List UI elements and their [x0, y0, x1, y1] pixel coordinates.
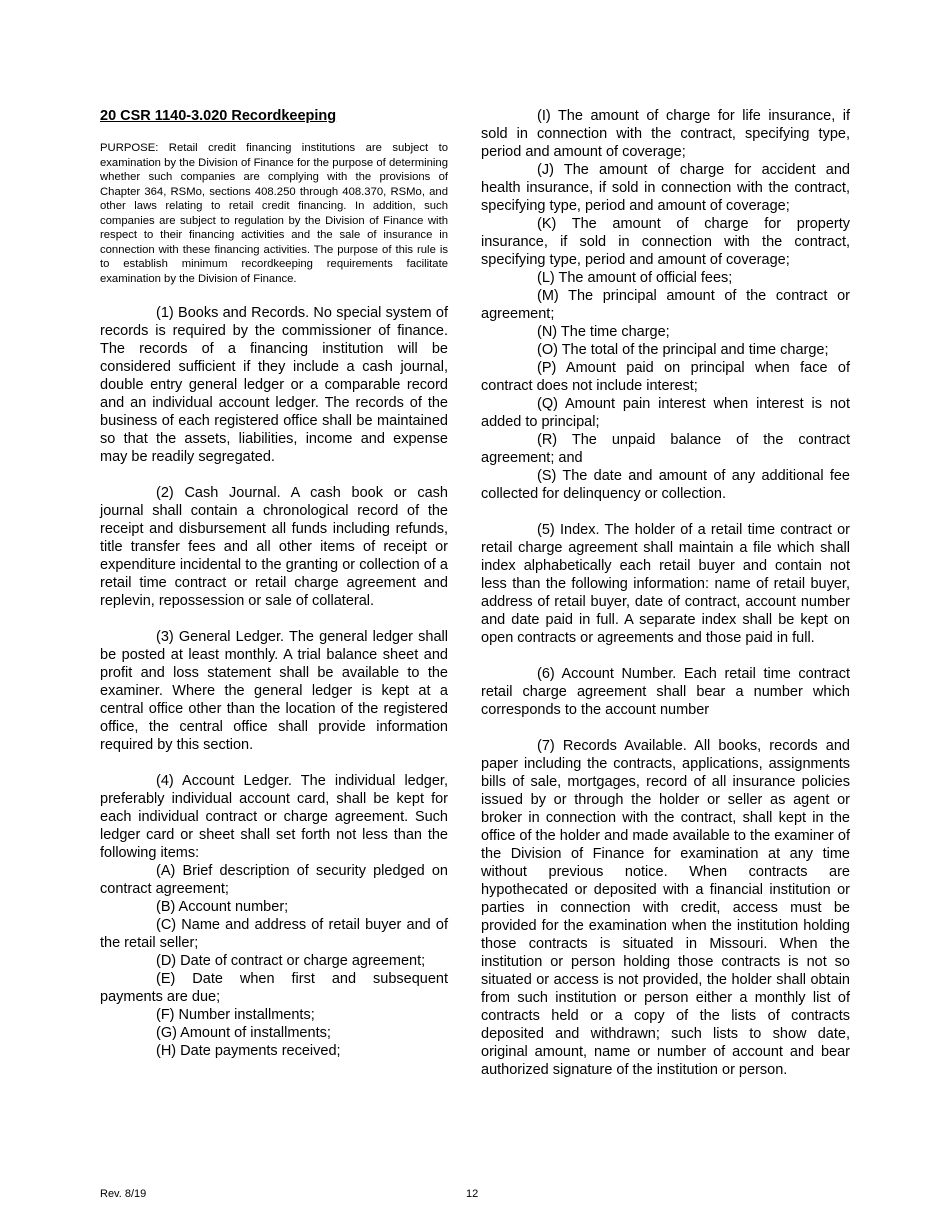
list-item: (C) Name and address of retail buyer and of the retail seller;	[100, 917, 448, 951]
list-item: (F) Number installments;	[156, 1007, 315, 1023]
paragraph-account-number: (6) Account Number. Each retail time contract retail charge agreement shall bear a number which corresponds to the account number	[481, 666, 850, 718]
left-column	[100, 107, 448, 1060]
list-item: (N) The time charge;	[537, 324, 670, 340]
list-item: (J) The amount of charge for accident and health insurance, if sold in connection with the contract, specifying type, period and amount of coverage;	[481, 162, 850, 214]
list-item: (R) The unpaid balance of the contract agreement; and	[481, 432, 850, 466]
list-item: (K) The amount of charge for property insurance, if sold in connection with the contract, specifying type, period and amount of coverage;	[481, 216, 850, 268]
list-item: (I) The amount of charge for life insurance, if sold in connection with the contract, specifying type, period and amount of coverage;	[481, 108, 850, 160]
page-number: 12	[466, 1188, 479, 1200]
list-item: (O) The total of the principal and time charge;	[537, 342, 829, 358]
list-item: (S) The date and amount of any additional fee collected for delinquency or collection.	[481, 468, 850, 502]
paragraph-books-and-records: (1) Books and Records. No special system of records is required by the commissioner of finance. The records of a financing institution will be considered sufficient if they include a cash journal, double entry general ledger or a comparable record and an individual account ledger. The records of the business of each registered office shall be maintained so that the assets, liabilities, income and expense may be readily segregated.	[100, 305, 448, 465]
list-item: (H) Date payments received;	[156, 1043, 341, 1059]
list-item: (P) Amount paid on principal when face of contract does not include interest;	[481, 360, 850, 394]
paragraph-cash-journal: (2) Cash Journal. A cash book or cash journal shall contain a chronological record of the receipt and disbursement all funds including refunds, title transfer fees and all other items of receipt or expenditure incidental to the granting or collection of a retail time contract or retail charge agreement and replevin, repossession or sale of collateral.	[100, 485, 448, 609]
paragraph-general-ledger: (3) General Ledger. The general ledger shall be posted at least monthly. A trial balance sheet and profit and loss statement shall be available to the examiner. Where the general ledger is kept at a central office other than the location of the registered office, the central office shall provide information required by this section.	[100, 629, 448, 753]
list-item: (M) The principal amount of the contract or agreement;	[481, 288, 850, 322]
right-column	[481, 107, 850, 1079]
paragraph-index: (5) Index. The holder of a retail time contract or retail charge agreement shall maintain a file which shall index alphabetically each retail buyer and contain not less than the following information: name of retail buyer, address of retail buyer, date of contract, account number and date paid in full. A separate index shall be kept on open contracts or agreements and those paid in full.	[481, 522, 850, 646]
revision-label: Rev. 8/19	[100, 1188, 147, 1200]
paragraph-records-available: (7) Records Available. All books, records and paper including the contracts, applications, assignments bills of sale, mortgages, record of all insurance policies issued by or through the holder or seller as agent or broker in connection with the contract, shall kept in the office of the holder and made available to the examiner of the Division of Finance for examination at any time without previous notice. When contracts are hypothecated or deposited with a financial institution or parties in connection with credit, access must be provided for the examination when the institution holding those contracts is situated in Missouri. When the institution or person holding those contracts is not so situated or access is not provided, the holder shall obtain from such institution or person either a monthly list of contracts held or a copy of the lists of contracts deposited and withdrawn; such lists to show date, original amount, name or number of account and bear authorized signature of the institution or person.	[481, 738, 850, 1078]
list-item: (B) Account number;	[156, 899, 289, 915]
list-item: (Q) Amount pain interest when interest is not added to principal;	[481, 396, 850, 430]
list-item: (A) Brief description of security pledged on contract agreement;	[100, 863, 448, 897]
section-title: 20 CSR 1140-3.020 Recordkeeping	[100, 108, 337, 124]
paragraph-account-ledger: (4) Account Ledger. The individual ledger, preferably individual account card, shall be kept for each individual contract or charge agreement. Such ledger card or sheet shall set forth not less than the following items:	[100, 773, 448, 861]
list-item: (D) Date of contract or charge agreement;	[156, 953, 426, 969]
list-item: (E) Date when first and subsequent payments are due;	[100, 971, 448, 1005]
purpose-statement: PURPOSE: Retail credit financing institutions are subject to examination by the Division of Finance for the purpose of determining whether such companies are complying with the provisions of Chapter 364, RSMo, sections 408.250 through 408.370, RSMo, and other laws relating to retail credit financing. In addition, such companies are subject to regulation by the Division of Finance with respect to their financing activities and the sale of insurance in connection with these financing activities. The purpose of this rule is to establish minimum recordkeeping requirements facilitate examination by the Division of Finance.	[100, 142, 448, 285]
list-item: (G) Amount of installments;	[156, 1025, 331, 1041]
list-item: (L) The amount of official fees;	[537, 270, 733, 286]
